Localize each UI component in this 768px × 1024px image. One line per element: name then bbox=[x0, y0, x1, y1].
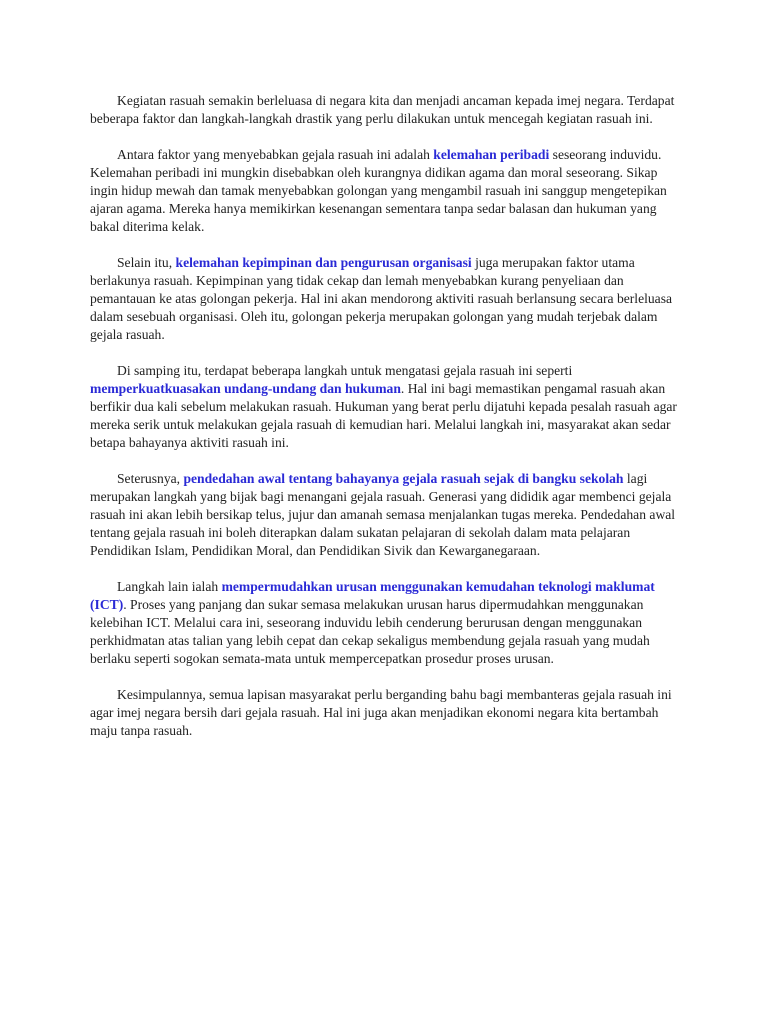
paragraph-step-enforcement bbox=[90, 362, 688, 452]
paragraph-text: Seterusnya, bbox=[117, 471, 184, 486]
paragraph-text: lagi merupakan langkah yang bijak bagi menangani gejala rasuah. Generasi yang dididik agar membenci gejala rasuah ini akan lebih bersikap telus, jujur dan amanah semasa menjalankan tugas mereka. Pendedahan awal tentang gejala rasuah ini boleh diterapkan dalam sukatan pelajaran di sekolah dalam mata pelajaran Pendidikan Islam, Pendidikan Moral, dan Pendidikan Sivik dan Kewarganegaraan. bbox=[90, 471, 676, 558]
highlighted-phrase: mempermudahkan urusan menggunakan kemudahan teknologi maklumat (ICT) bbox=[90, 579, 655, 612]
paragraph-factor-leadership bbox=[90, 254, 688, 344]
paragraph-text: Selain itu, bbox=[117, 255, 176, 270]
paragraph-text: juga merupakan faktor utama berlakunya rasuah. Kepimpinan yang tidak cekap dan lemah menyebabkan kurang penyeliaan dan pemantauan ke atas golongan pekerja. Hal ini akan mendorong aktiviti rasuah berlansung secara berleluasa dalam sesebuah organisasi. Oleh itu, golongan pekerja merupakan golongan yang mudah terjebak dalam gejala rasuah. bbox=[90, 255, 673, 342]
paragraph-text: . Proses yang panjang dan sukar semasa melakukan urusan harus dipermudahkan menggunakan kelebihan ICT. Melalui cara ini, seseorang induvidu lebih cenderung berurusan dengan menggunakan perkhidmatan atas talian yang lebih cepat dan cekap sekaligus membendung gejala rasuah yang mudah berlaku seperti sogokan semata-mata untuk mempercepatkan prosedur proses urusan. bbox=[90, 597, 650, 666]
paragraph-text: Kesimpulannya, semua lapisan masyarakat perlu berganding bahu bagi membanteras gejala rasuah ini agar imej negara bersih dari gejala rasuah. Hal ini juga akan menjadikan ekonomi negara kita bertambah maju tanpa rasuah. bbox=[90, 687, 672, 738]
paragraph-text: Di samping itu, terdapat beberapa langkah untuk mengatasi gejala rasuah ini seperti bbox=[117, 363, 573, 378]
paragraph-text: Antara faktor yang menyebabkan gejala rasuah ini adalah bbox=[117, 147, 434, 162]
paragraph-step-ict bbox=[90, 578, 688, 668]
paragraph-text: Kegiatan rasuah semakin berleluasa di negara kita dan menjadi ancaman kepada imej negara. Terdapat beberapa faktor dan langkah-langkah drastik yang perlu dilakukan untuk mencegah kegiatan rasuah ini. bbox=[90, 93, 675, 126]
paragraph-text: . Hal ini bagi memastikan pengamal rasuah akan berfikir dua kali sebelum melakukan rasuah. Hukuman yang berat perlu dijatuhi kepada pesalah rasuah agar mereka serik untuk melakukan gejala rasuah di kemudian hari. Melalui langkah ini, masyarakat akan sedar betapa bahayanya aktiviti rasuah ini. bbox=[90, 381, 677, 450]
highlighted-phrase: kelemahan kepimpinan dan pengurusan organisasi bbox=[175, 255, 472, 270]
paragraph-text: seseorang induvidu. Kelemahan peribadi ini mungkin disebabkan oleh kurangnya didikan agama dan moral seseorang. Sikap ingin hidup mewah dan tamak menyebabkan golongan yang mengambil rasuah ini sanggup mengetepikan ajaran agama. Mereka hanya memikirkan kesenangan sementara tanpa sedar balasan dan hukuman yang bakal diterima kelak. bbox=[90, 147, 667, 234]
paragraph-step-early-education bbox=[90, 470, 688, 560]
paragraph-text: Langkah lain ialah bbox=[117, 579, 222, 594]
highlighted-phrase: pendedahan awal tentang bahayanya gejala rasuah sejak di bangku sekolah bbox=[183, 471, 624, 486]
highlighted-phrase: kelemahan peribadi bbox=[433, 147, 550, 162]
paragraph-factor-personal-weakness bbox=[90, 146, 688, 236]
paragraph-conclusion bbox=[90, 686, 688, 740]
paragraph-introduction bbox=[90, 92, 688, 128]
highlighted-phrase: memperkuatkuasakan undang-undang dan hukuman bbox=[90, 381, 401, 396]
document-body bbox=[90, 92, 688, 758]
